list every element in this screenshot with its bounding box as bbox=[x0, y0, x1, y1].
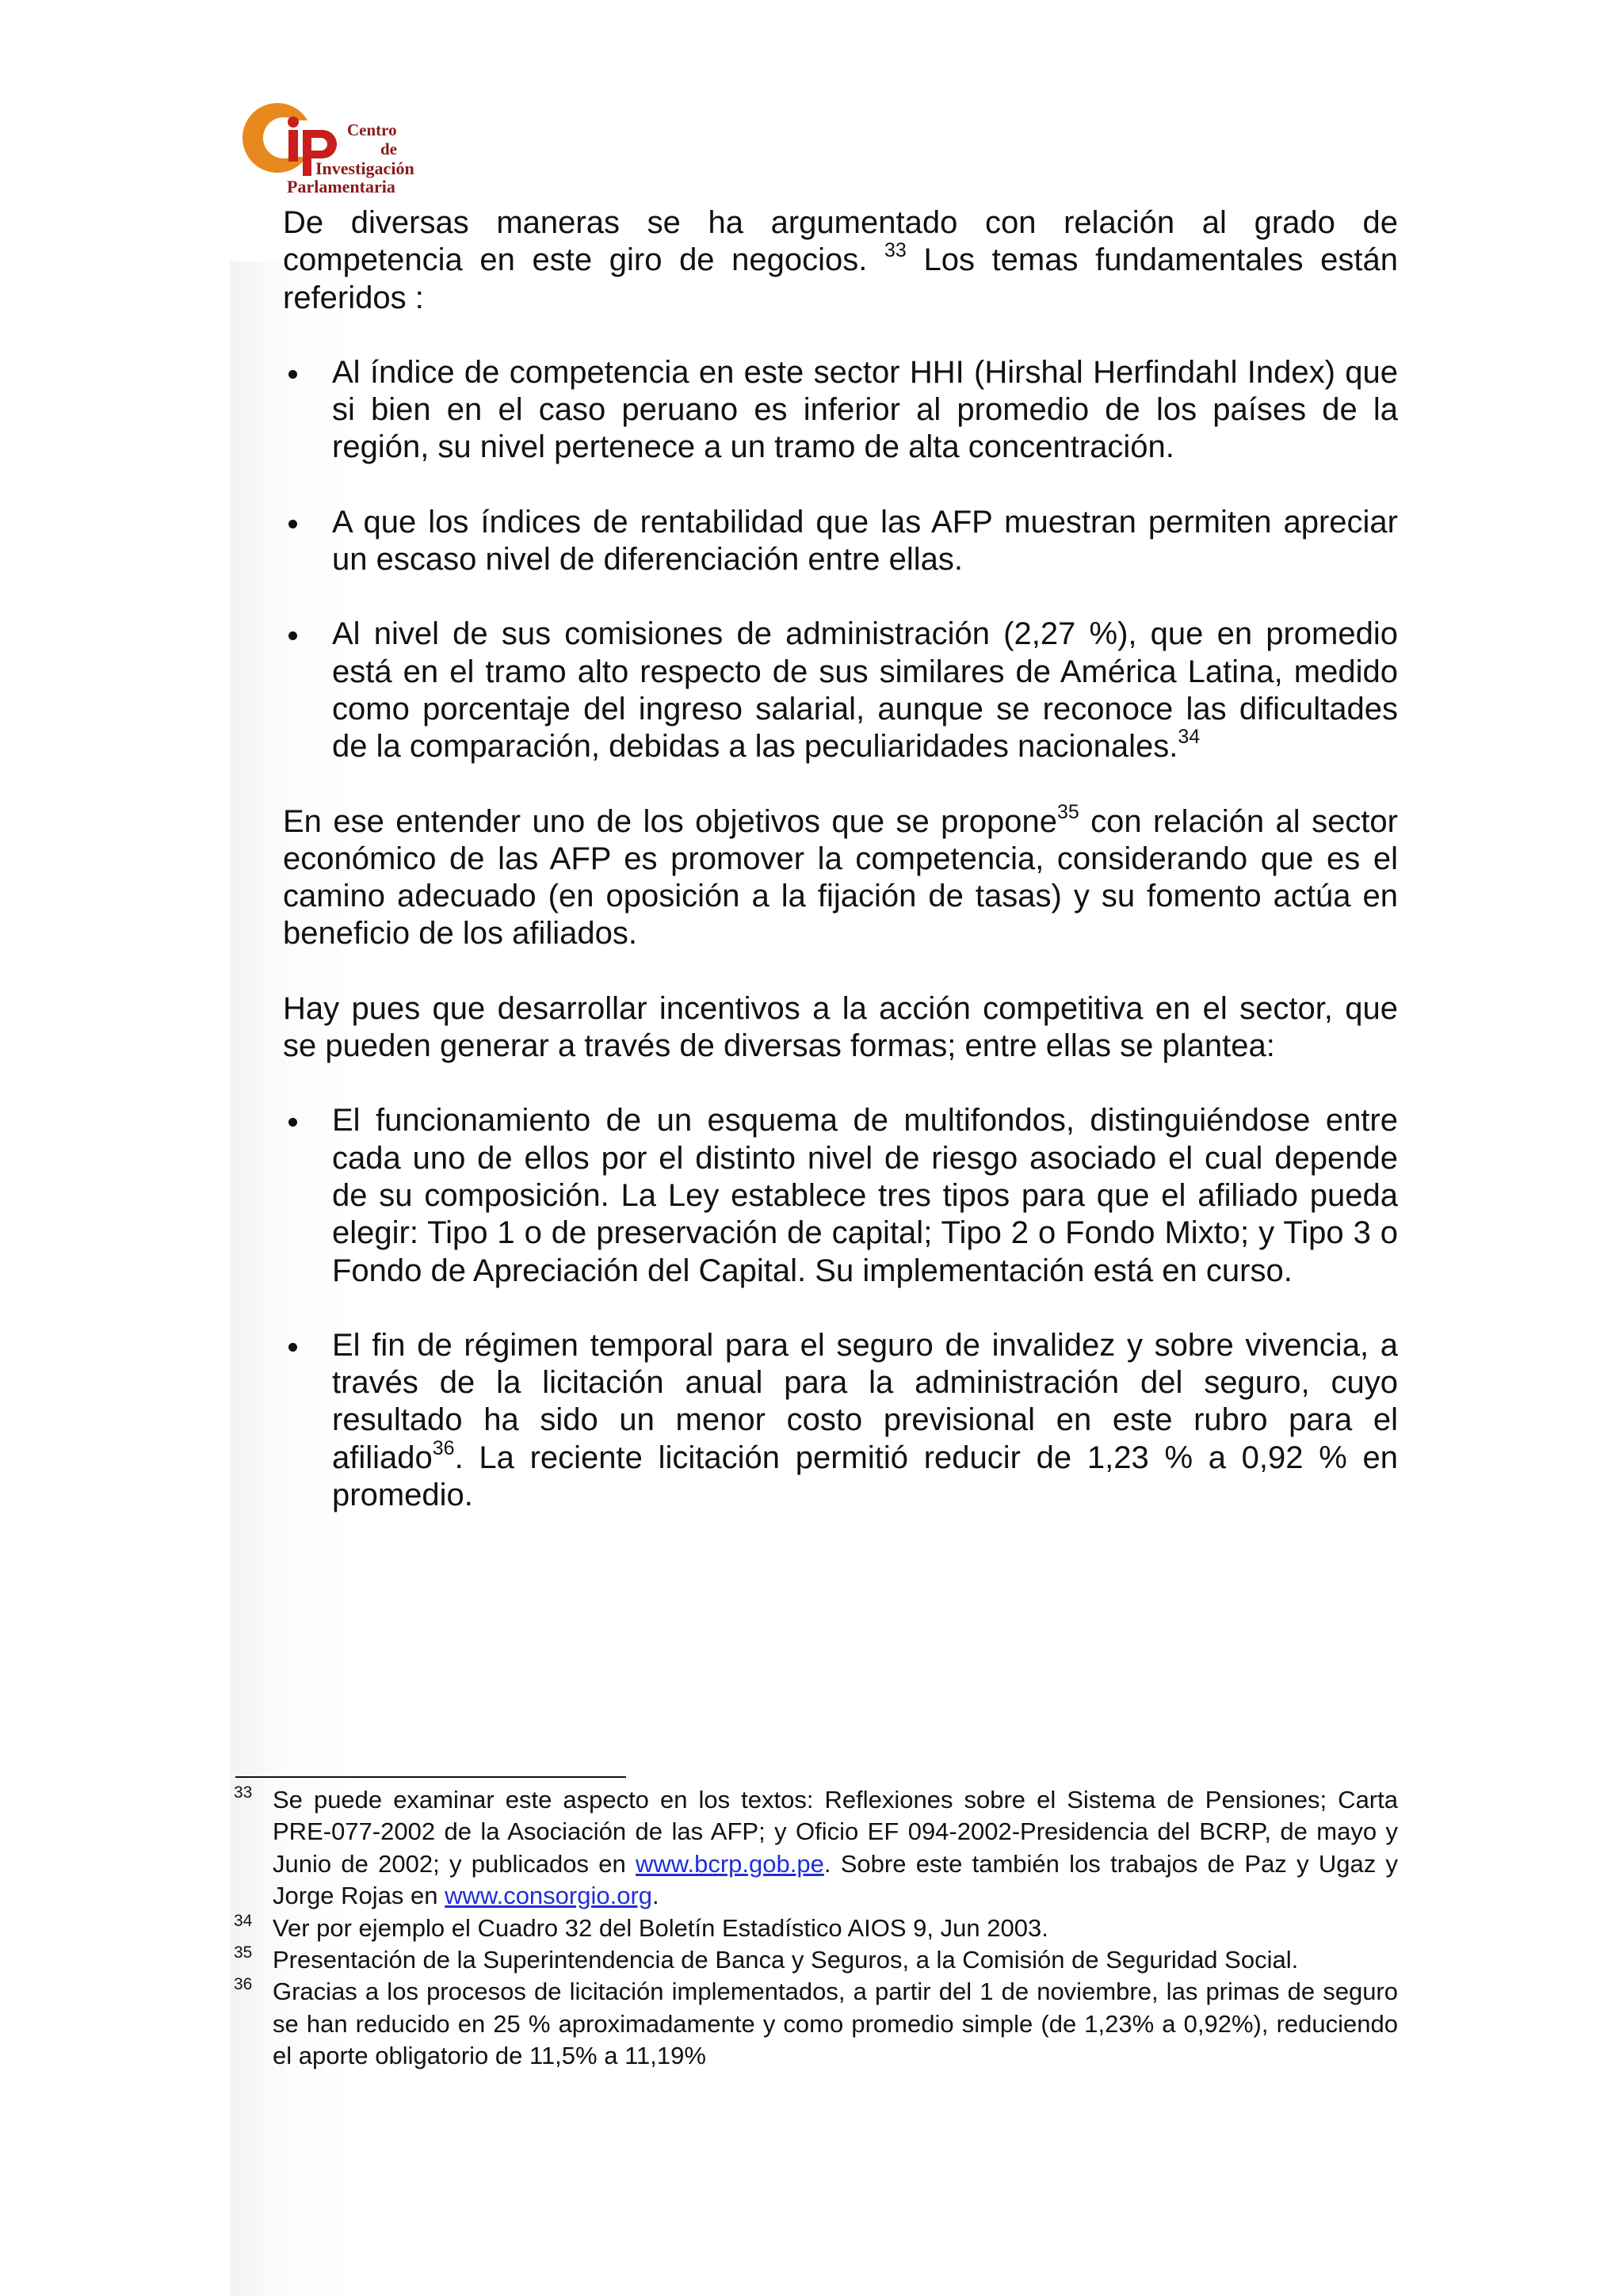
footnote-36 bbox=[233, 1976, 1398, 2072]
bullet-item-seguro bbox=[283, 1327, 1398, 1514]
bullet-icon bbox=[288, 520, 297, 528]
footnote-ref-36[interactable]: 36 bbox=[432, 1436, 455, 1459]
bullet-item-comisiones bbox=[283, 616, 1398, 765]
paragraph-intro-text-b: Los temas fundamentales están referidos : bbox=[283, 242, 1398, 315]
bullet-text-rentabilidad: A que los índices de rentabilidad que las AFP muestran permiten apreciar un escaso nivel de diferenciación entre ellas. bbox=[332, 504, 1398, 578]
paragraph-objetivos-text-b: con relación al sector económico de las AFP es promover la competencia, considerando que es el camino adecuado (en oposición a la fijación de tasas) y su fomento actúa en beneficio de los afiliados. bbox=[283, 803, 1398, 952]
footnote-34 bbox=[233, 1913, 1398, 1944]
bullet-icon bbox=[288, 370, 297, 379]
bullet-text-seguro-b: . La reciente licitación permitió reducir de 1,23 % a 0,92 % en promedio. bbox=[332, 1440, 1398, 1513]
bullet-item-multifondos bbox=[283, 1102, 1398, 1289]
paragraph-intro bbox=[283, 204, 1398, 317]
footnote-number: 36 bbox=[234, 1975, 253, 1994]
link-bcrp[interactable]: www.bcrp.gob.pe bbox=[636, 1849, 824, 1878]
footnote-number: 33 bbox=[234, 1783, 253, 1802]
logo-text-parlamentaria: Parlamentaria bbox=[287, 177, 395, 196]
bullet-text-hhi: Al índice de competencia en este sector HHI (Hirshal Herfindahl Index) que si bien en el caso peruano es inferior al promedio de los países de la región, su nivel pertenece a un tramo de alta concentración. bbox=[332, 354, 1398, 465]
footnote-text: . bbox=[652, 1882, 659, 1910]
cip-logo bbox=[238, 93, 412, 204]
logo-text-de: de bbox=[380, 139, 397, 158]
footnote-text: Gracias a los procesos de licitación implementados, a partir del 1 de noviembre, las primas de seguro se han reducido en 25 % aproximadamente y como promedio simple (de 1,23% a 0,92%), reduciendo el aporte obligatorio de 11,5% a 11,19% bbox=[273, 1978, 1398, 2070]
footnote-number: 35 bbox=[234, 1943, 253, 1962]
bullet-text-seguro-a: El fin de régimen temporal para el seguro de invalidez y sobre vivencia, a través de la licitación anual para la administración del seguro, cuyo resultado ha sido un menor costo previsional en este rubro para el afiliado bbox=[332, 1327, 1398, 1475]
paragraph-incentivos: Hay pues que desarrollar incentivos a la acción competitiva en el sector, que se pueden generar a través de diversas formas; entre ellas se plantea: bbox=[283, 990, 1398, 1064]
bullet-item-hhi bbox=[283, 354, 1398, 467]
bullet-text-comisiones: Al nivel de sus comisiones de administración (2,27 %), que en promedio está en el tramo alto respecto de sus similares de América Latina, medido como porcentaje del ingreso salarial, aunque se reconoce las dificultades de la comparación, debidas a las peculiaridades nacionales. bbox=[332, 616, 1398, 765]
footnote-text: Ver por ejemplo el Cuadro 32 del Boletín Estadístico AIOS 9, Jun 2003. bbox=[273, 1913, 1048, 1942]
bullet-icon bbox=[288, 631, 297, 640]
paragraph-objetivos bbox=[283, 800, 1398, 953]
footnote-separator bbox=[235, 1776, 626, 1778]
bullet-icon bbox=[288, 1343, 297, 1352]
body-content bbox=[283, 204, 1398, 1551]
link-consorgio[interactable]: www.consorgio.org bbox=[445, 1882, 653, 1910]
footnotes bbox=[233, 1784, 1398, 2073]
bullet-icon bbox=[288, 1118, 297, 1127]
bullet-text-multifondos: El funcionamiento de un esquema de multifondos, distinguiéndose entre cada uno de ellos por el distinto nivel de riesgo asociado el cual depende de su composición. La Ley establece tres tipos para que el afiliado pueda elegir: Tipo 1 o de preservación de capital; Tipo 2 o Fondo Mixto; y Tipo 3 o Fondo de Apreciación del Capital. Su implementación está en curso. bbox=[332, 1103, 1398, 1288]
footnote-ref-34[interactable]: 34 bbox=[1178, 726, 1201, 749]
footnote-33 bbox=[233, 1784, 1398, 1913]
footnote-text: . Sobre este también los trabajos de Paz y Ugaz y Jorge Rojas en bbox=[273, 1849, 1398, 1910]
logo-text-centro: Centro bbox=[347, 120, 397, 139]
footnote-text: Presentación de la Superintendencia de Banca y Seguros, a la Comisión de Seguridad Social. bbox=[273, 1946, 1299, 1974]
footnote-ref-35[interactable]: 35 bbox=[1056, 800, 1079, 823]
paragraph-objetivos-text-a: En ese entender uno de los objetivos que se propone bbox=[283, 803, 1057, 839]
logo-text-investigacion: Investigación bbox=[315, 158, 414, 178]
footnote-ref-33[interactable]: 33 bbox=[884, 239, 907, 262]
footnote-number: 34 bbox=[234, 1911, 253, 1930]
bullet-item-rentabilidad bbox=[283, 504, 1398, 579]
footnote-text: Se puede examinar este aspecto en los textos: Reflexiones sobre el Sistema de Pensiones; Carta PRE-077-2002 de la Asociación de las AFP; y Oficio EF 094-2002-Presidencia del BCRP, de mayo y Junio de 2002; y publicados en bbox=[273, 1786, 1398, 1878]
footnote-35 bbox=[233, 1944, 1398, 1976]
paragraph-intro-text-a: De diversas maneras se ha argumentado con relación al grado de competencia en este giro de negocios. bbox=[283, 205, 1398, 278]
